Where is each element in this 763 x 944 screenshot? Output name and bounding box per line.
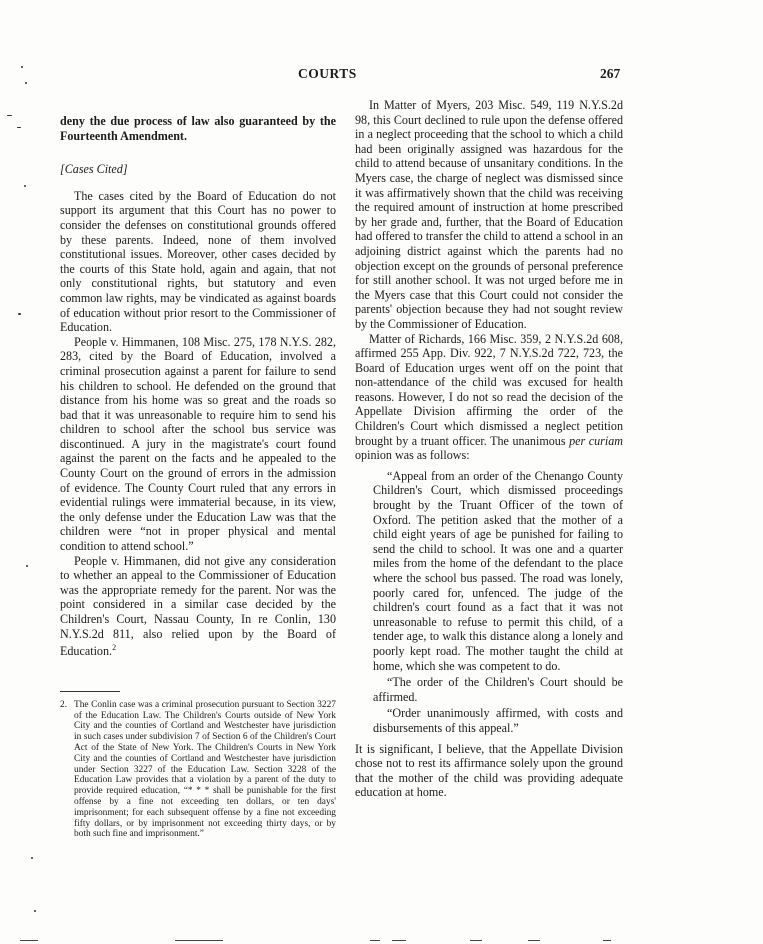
margin-speck <box>7 115 12 116</box>
margin-speck <box>21 66 23 68</box>
margin-speck <box>25 82 27 84</box>
section-subhead: [Cases Cited] <box>60 162 128 177</box>
footnote-number: 2. <box>60 699 68 710</box>
footnote-text: The Conlin case was a criminal prosecution pursuant to Section 3227 of the Education Law. The Children's Courts outside of New York City and the counties of Cortland and Westchester have jurisdiction in such cases under subdivision 7 of Section 6 of the Children's Court Act of the State of New York. The Children's Courts in New York City and the counties of Cortland and Westchester have jurisdiction under Section 3227 of the Education Law. Section 3228 of the Education Law provides that a violation by a parent of the duty to provide required education, “* * * shall be punishable for the first offense by a fine not exceeding ten dollars, or ten days' imprisonment; for each subsequent offense by a fine not exceeding fifty dollars, or by imprisonment not exceeding thirty days, or by both such fine and imprisonment.” <box>74 699 336 840</box>
paragraph: The cases cited by the Board of Education do not support its argument that this Court has no power to consider the defenses on constitutional grounds offered by these parents. Indeed, none of them involved constitutional issues. Moreover, other cases decided by the courts of this State hold, again and again, that not only constitutional rights, but statutory and even common law rights, may be vindicated as against boards of education without prior resort to the Commissioner of Education. <box>60 188 336 335</box>
paragraph-text: People v. Himmanen, did not give any consideration to whether an appeal to the Commissioner of Education was the appropriate remedy for the parent. Nor was the point considered in a similar case decided by the Children's Court, Nassau County, In re Conlin, 130 N.Y.S.2d 811, also relied upon by the Board of Education. <box>60 553 336 659</box>
footnote-divider <box>60 691 120 692</box>
right-column <box>355 98 623 800</box>
quote-paragraph: “Order unanimously affirmed, with costs and disbursements of this appeal.” <box>373 706 623 735</box>
quote-paragraph: “The order of the Children's Court should be affirmed. <box>373 675 623 704</box>
paragraph <box>60 554 336 659</box>
running-head-title: COURTS <box>298 66 357 81</box>
scan-mark <box>470 940 482 941</box>
footnote-reference: 2 <box>112 643 117 653</box>
paragraph: People v. Himmanen, 108 Misc. 275, 178 N.Y.S. 282, 283, cited by the Board of Education, involved a criminal prosecution against a parent for failure to send his children to school. He defended on the ground that distance from his home was so great and the roads so bad that it was unreasonable to require him to send his children to school after the school bus service was discontinued. A jury in the magistrate's court found against the parent on the facts and he appealed to the County Court on the ground of errors in the admission of evidence. The County Court ruled that any errors in evidential rulings were immaterial because, in its view, the only defense under the Education Law was that the children were “not in proper physical and mental condition to attend school.” <box>60 334 336 554</box>
margin-speck <box>24 185 26 187</box>
paragraph <box>355 332 623 463</box>
margin-speck <box>18 313 21 315</box>
paragraph-text: Matter of Richards, 166 Misc. 359, 2 N.Y.S.2d 608, affirmed 255 App. Div. 922, 7 N.Y.S.2d 722, 723, the Board of Education urges went off on the point that non-attendance of the child was excused for health reasons. However, I do not so read the decision of the Appellate Division affirming the order of the Children's Court which dismissed a neglect petition brought by a truant officer. The unanimous <box>355 331 623 448</box>
margin-speck <box>17 127 21 128</box>
scan-mark <box>20 940 38 941</box>
scan-mark <box>392 940 406 941</box>
footnote <box>60 700 336 840</box>
page-number: 267 <box>600 66 621 81</box>
paragraph-text: opinion was as follows: <box>355 448 470 463</box>
margin-speck <box>26 565 28 567</box>
scan-mark <box>175 940 223 941</box>
running-head <box>0 66 763 86</box>
scan-mark <box>528 940 540 941</box>
margin-speck <box>34 910 36 912</box>
left-column <box>60 114 336 840</box>
margin-speck <box>31 857 33 859</box>
quote-paragraph: “Appeal from an order of the Chenango County Children's Court, which dismissed proceedings brought by the Truant Officer of the town of Oxford. The petition asked that the mother of a child eight years of age be punished for failing to send the child to school. It was one and a quarter miles from the home of the defendant to the place where the school bus passed. The road was lonely, poorly cared for, unfenced. The judge of the children's court found as a fact that it was not unreasonable to refuse to permit this child, of a tender age, to walk this distance along a lonely and poorly kept road. The mother taught the child at home, which she was competent to do. <box>373 468 623 673</box>
paragraph: In Matter of Myers, 203 Misc. 549, 119 N.Y.S.2d 98, this Court declined to rule upon the defense offered in a neglect proceeding that the school to which a child had been originally assigned was hazardous for the child to attend because of unsanitary conditions. In the Myers case, the charge of neglect was dismissed since it was affirmatively shown that the child was receiving the required amount of instruction at home prescribed by her grade and, further, that the Board of Education had offered to transfer the child to attend a school in an adjoining district against which the parents had no objection except on the grounds of personal preference for still another school. It was not urged before me in the Myers case that this Court could not consider the parents' objection because they had not sought review by the Commissioner of Education. <box>355 98 623 331</box>
block-quote <box>373 469 623 736</box>
paragraph: It is significant, I believe, that the Appellate Division chose not to rest its affirmance solely upon the ground that the mother of the child was providing adequate education at home. <box>355 741 623 800</box>
scan-mark <box>603 940 611 941</box>
scan-mark <box>370 940 380 941</box>
paragraph-italic: per curiam <box>569 433 623 448</box>
paragraph: deny the due process of law also guaranteed by the Fourteenth Amendment. <box>60 114 336 143</box>
